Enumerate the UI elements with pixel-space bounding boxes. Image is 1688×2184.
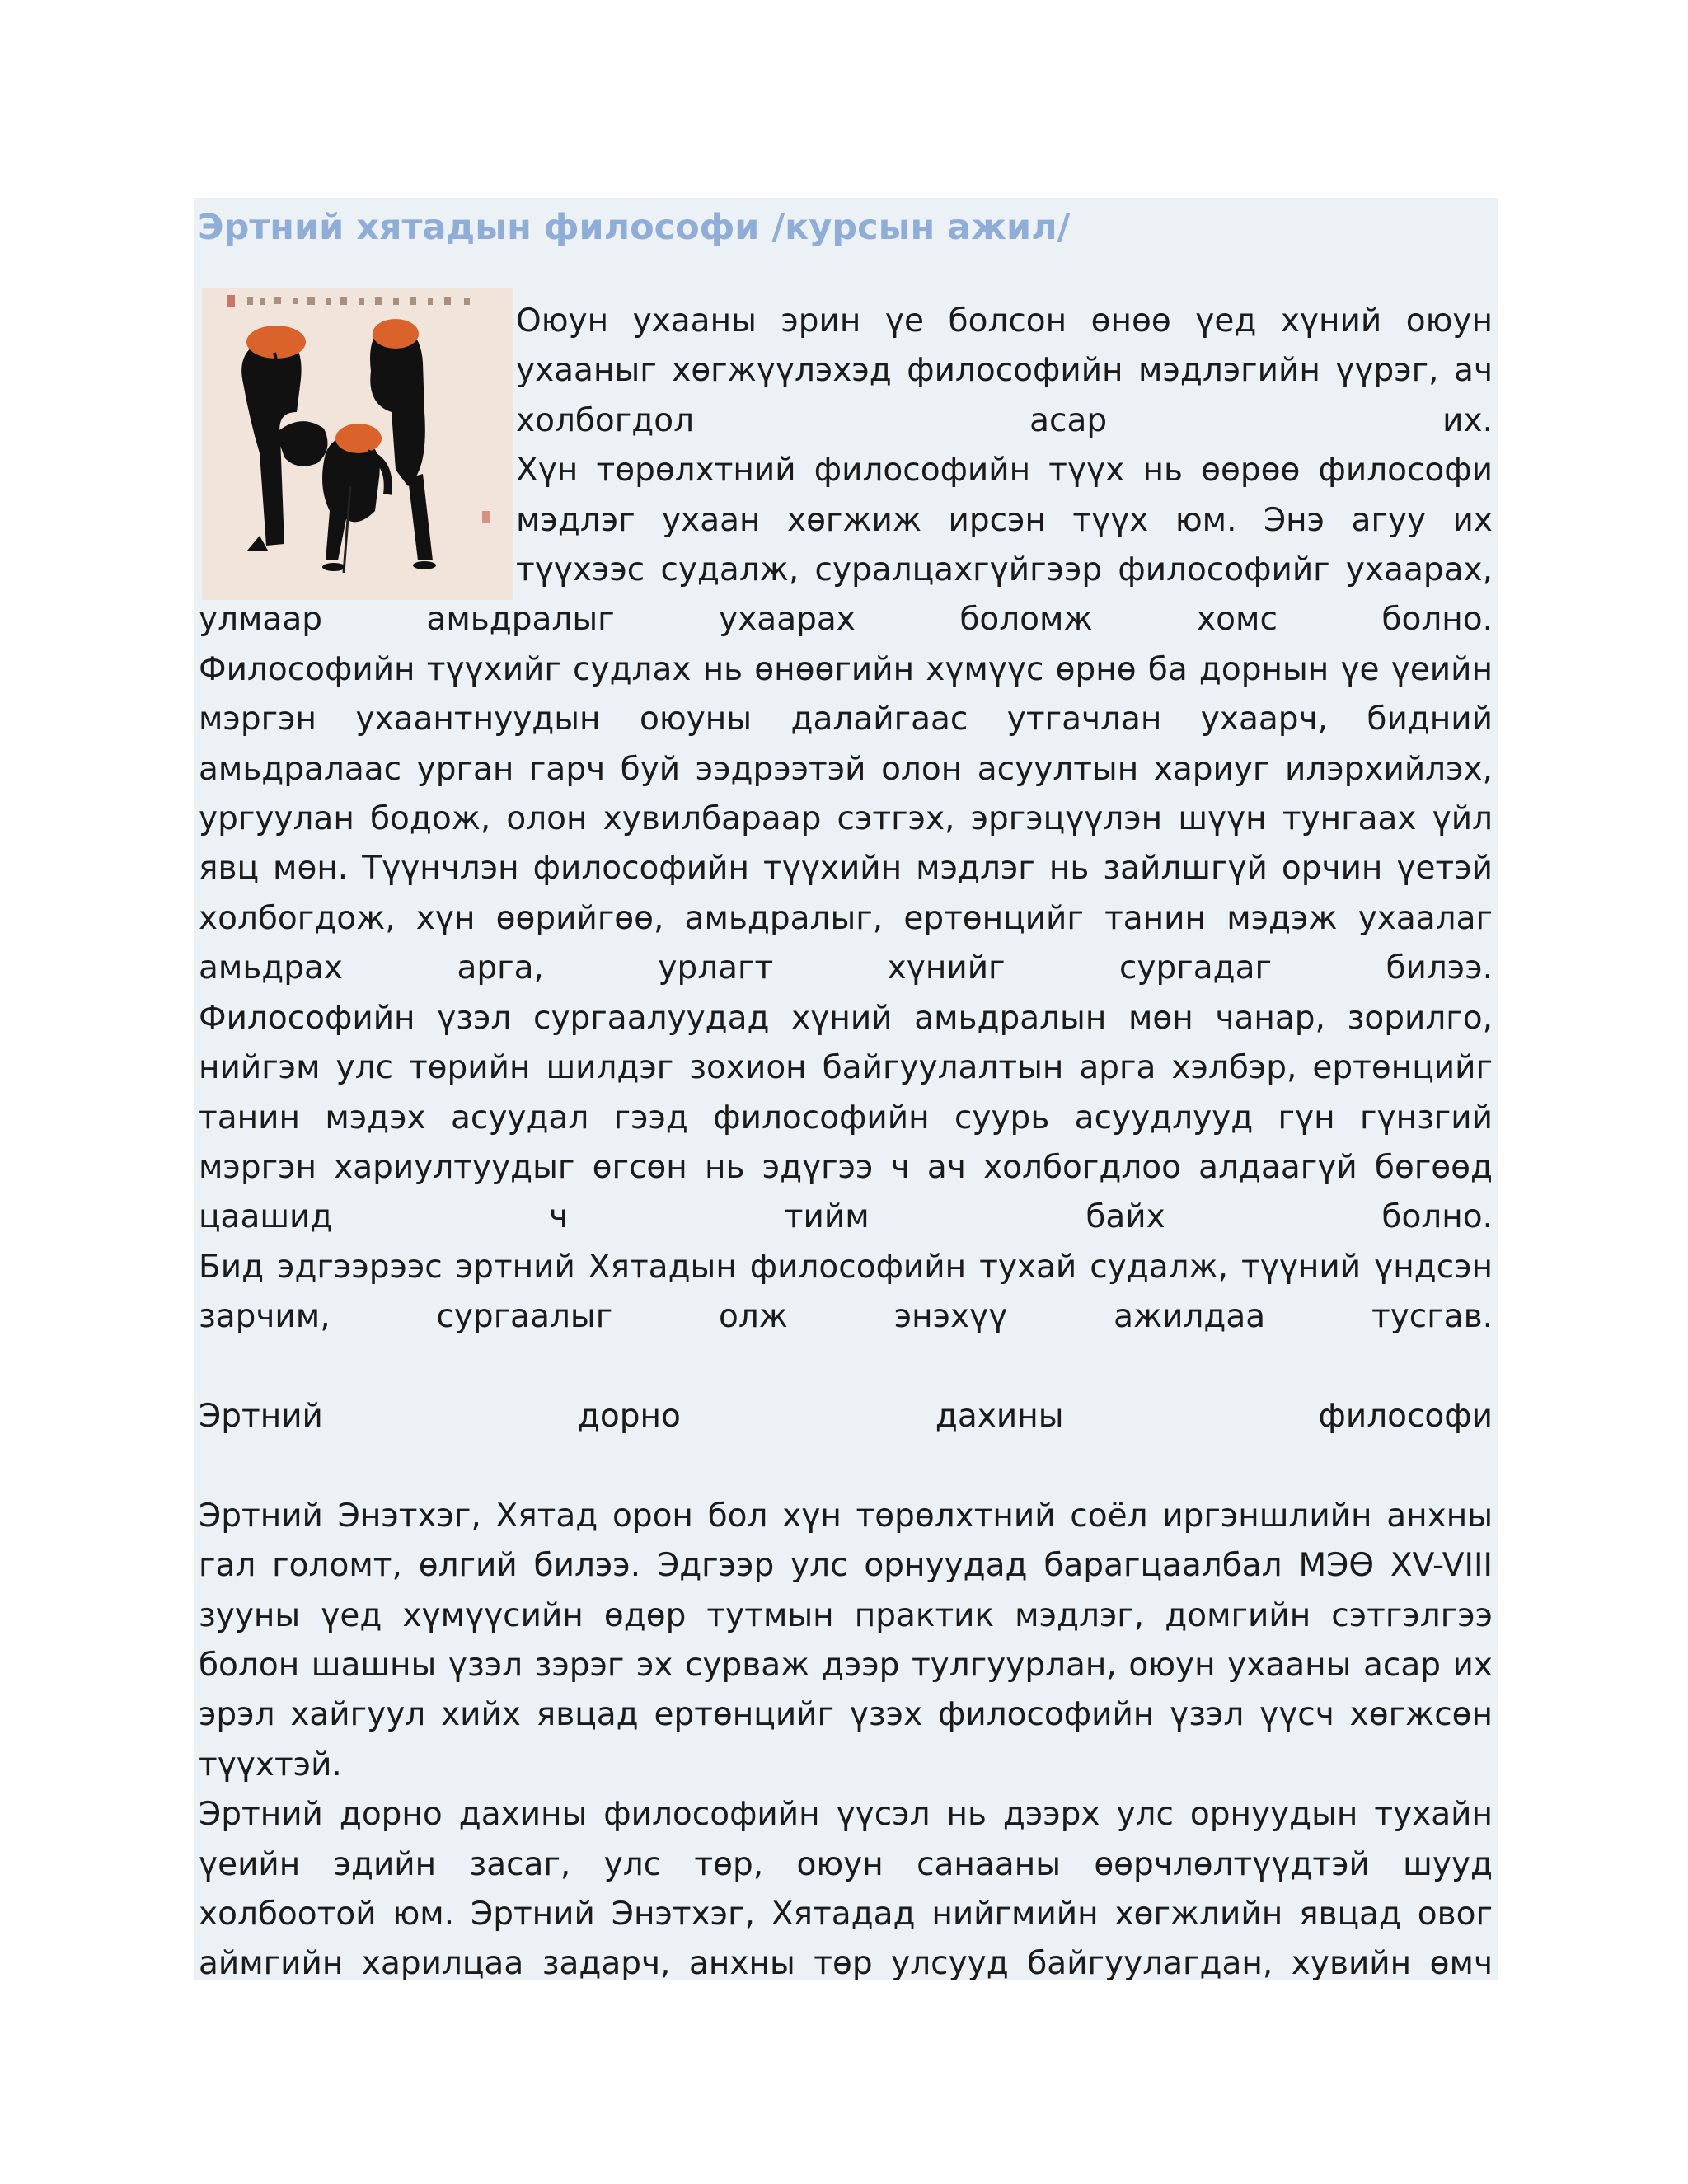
document-page — [194, 198, 1498, 1983]
paragraph-intro: Оюун ухааны эрин үе болсон өнөө үед хүний оюун ухааныг хөгжүүлэхэд философийн мэдлэгийн үүрэг, ач холбогдол асар их. — [516, 302, 1493, 439]
paragraph-eastern-philosophy: Эртний дорно дахины философийн үүсэл нь дээрх улс орнуудын тухайн үеийн эдийн засаг, улс төр, оюун санааны өөрчлөлтүүдтэй шууд холбоотой юм. Эртний Энэтхэг, Хятадад нийгмийн хөгжлийн явцад овог аймгийн харилцаа задарч, анхны төр улсууд байгуулагдан, хувийн өмч — [199, 1796, 1493, 1983]
section-heading: Эртний дорно дахины философи — [199, 1397, 1493, 1435]
image-float-spacer — [199, 297, 516, 595]
document-body — [199, 297, 1493, 1990]
document-title: Эртний хятадын философи /курсын ажил/ — [198, 207, 1071, 248]
paragraph-teachings: Философийн үзэл сургаалуудад хүний амьдралын мөн чанар, зорилго, нийгэм улс төрийн шилдэг зохион байгуулалтын арга хэлбэр, ертөнцийг танин мэдэх асуудал гээд философийн суурь асуудлууд гүн гүнзгий мэргэн хариултуудыг өгсөн нь эдүгээ ч ач холбогдлоо алдаагүй бөгөөд цаашид ч тийм байх болно. — [199, 999, 1493, 1236]
paragraph-history: Хүн төрөлхтний философийн түүх нь өөрөө философи мэдлэг ухаан хөгжиж ирсэн түүх юм. Энэ агуу их түүхээс судалж, суралцахгүйгээр философийг ухаарах, улмаар амьдралыг ухаарах боломж хомс болно. — [199, 452, 1493, 639]
paragraph-origins: Эртний Энэтхэг, Хятад орон бол хүн төрөлхтний соёл иргэншлийн анхны гал голомт, өлгий билээ. Эдгээр улс орнуудад барагцаалбал МЭӨ XV-VIII зууны үед хүмүүсийн өдөр тутмын практик мэдлэг, домгийн сэтгэлгээ болон шашны үзэл зэрэг эх сурваж дээр тулгуурлан, оюун ухааны асар их эрэл хайгуул хийх явцад ертөнцийг үзэх философийн үзэл үүсч хөгжсөн түүхтэй. — [199, 1497, 1493, 1783]
paragraph-purpose: Бид эдгээрээс эртний Хятадын философийн тухай судалж, түүний үндсэн зарчим, сургаалыг олж энэхүү ажилдаа тусгав. — [199, 1248, 1493, 1336]
paragraph-study: Философийн түүхийг судлах нь өнөөгийн хүмүүс өрнө ба дорнын үе үеийн мэргэн ухаантнуудын оюуны далайгаас утгачлан ухаарч, бидний амьдралаас урган гарч буй ээдрээтэй олон асуултын хариуг илэрхийлэх, ургуулан бодож, олон хувилбараар сэтгэх, эргэцүүлэн шүүн тунгаах үйл явц мөн. Түүнчлэн философийн түүхийн мэдлэг нь зайлшгүй орчин үетэй холбогдож, хүн өөрийгөө, амьдралыг, ертөнцийг танин мэдэж ухаалаг амьдрах арга, урлагт хүнийг сургадаг билээ. — [199, 650, 1493, 987]
